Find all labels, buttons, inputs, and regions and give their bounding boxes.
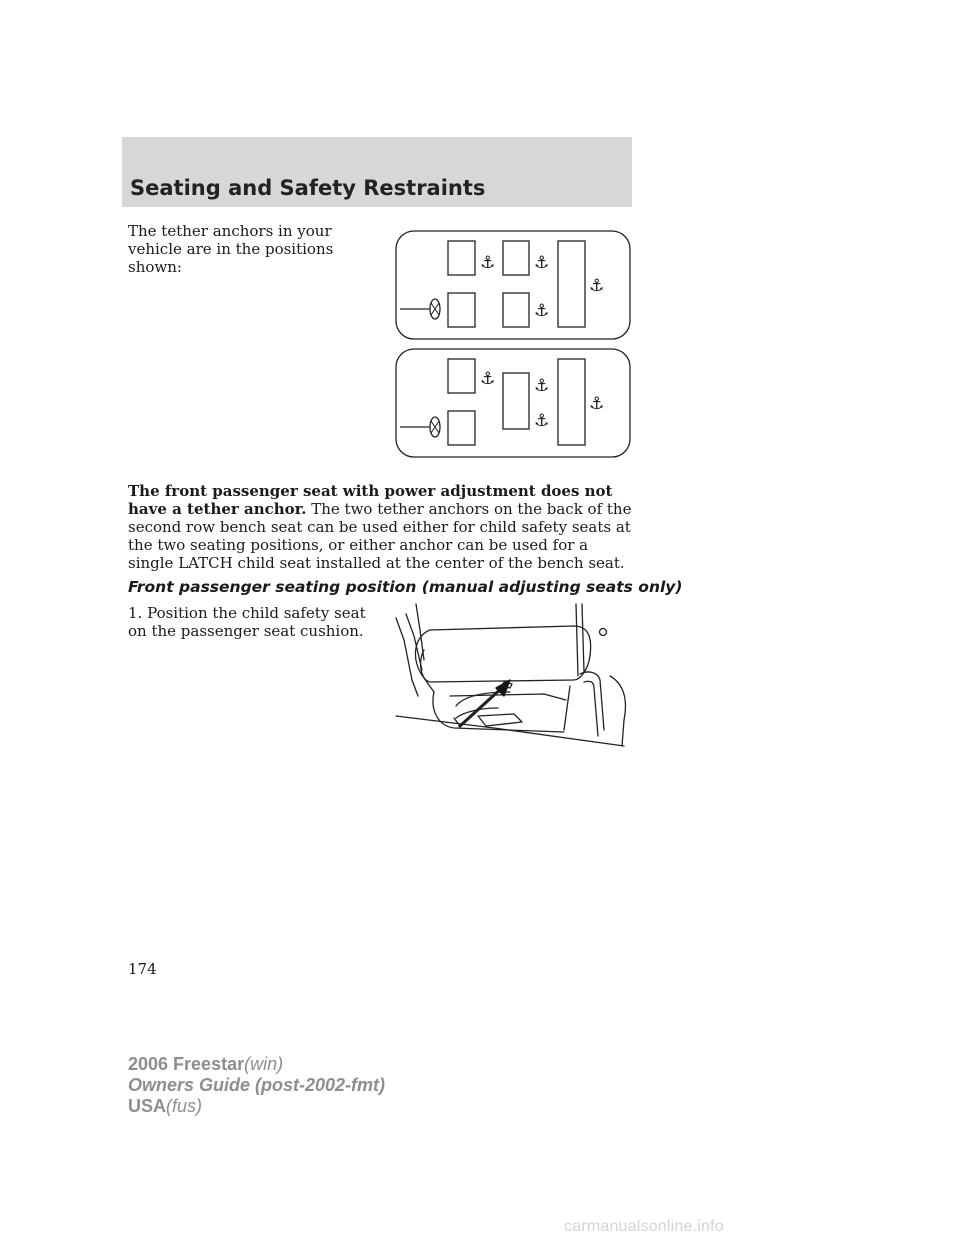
anchor-icon: ⚓: [534, 301, 550, 321]
seat-front-driver: [448, 411, 475, 445]
footer-model: 2006 Freestar: [128, 1054, 245, 1074]
seat-cushion-illustration: [394, 600, 634, 750]
page-number: 174: [128, 960, 157, 978]
seat-second-row-left: [503, 293, 529, 327]
anchor-icon: ⚓: [534, 376, 550, 396]
footer-market-code: (fus): [166, 1096, 203, 1116]
intro-text: The tether anchors in your vehicle are in the positions shown:: [128, 222, 334, 276]
subheading: Front passenger seating position (manual adjusting seats only): [128, 578, 683, 596]
step-1-text: 1. Position the child safety seat on the passenger seat cushion.: [128, 604, 366, 640]
anchor-icon: ⚓: [589, 394, 605, 414]
document-footer: [128, 1054, 385, 1117]
seat-third-row-bench: [558, 241, 585, 327]
layout-bucket-seats: [396, 231, 630, 339]
bold-lead: The front passenger seat with power adjustment does not have a tether anchor.: [128, 482, 613, 518]
seat-second-row-bench: [503, 373, 529, 429]
watermark: carmanualsonline.info: [564, 1218, 724, 1235]
anchor-icon: ⚓: [480, 253, 496, 273]
anchor-icon: ⚓: [534, 253, 550, 273]
footer-guide: Owners Guide (post-2002-fmt): [128, 1075, 386, 1095]
anchor-icon: ⚓: [589, 276, 605, 296]
tether-anchor-diagram: [392, 229, 632, 463]
seat-front-driver: [448, 293, 475, 327]
body-paragraph: [128, 482, 638, 572]
seat-second-row-right: [503, 241, 529, 275]
section-title: Seating and Safety Restraints: [130, 176, 486, 200]
seat-front-passenger: [448, 359, 475, 393]
layout-bench-seat: [396, 349, 630, 457]
footer-model-code: (win): [244, 1054, 284, 1074]
body-text: The two tether anchors on the back of the second row bench seat can be used either for child safety seats at the two seating positions, or either anchor can be used for a single LATCH child seat installed at the center of the bench seat.: [128, 500, 632, 572]
seat-front-passenger: [448, 241, 475, 275]
anchor-icon: ⚓: [534, 411, 550, 431]
footer-market: USA: [128, 1096, 167, 1116]
seat-third-row-bench: [558, 359, 585, 445]
anchor-icon: ⚓: [480, 369, 496, 389]
